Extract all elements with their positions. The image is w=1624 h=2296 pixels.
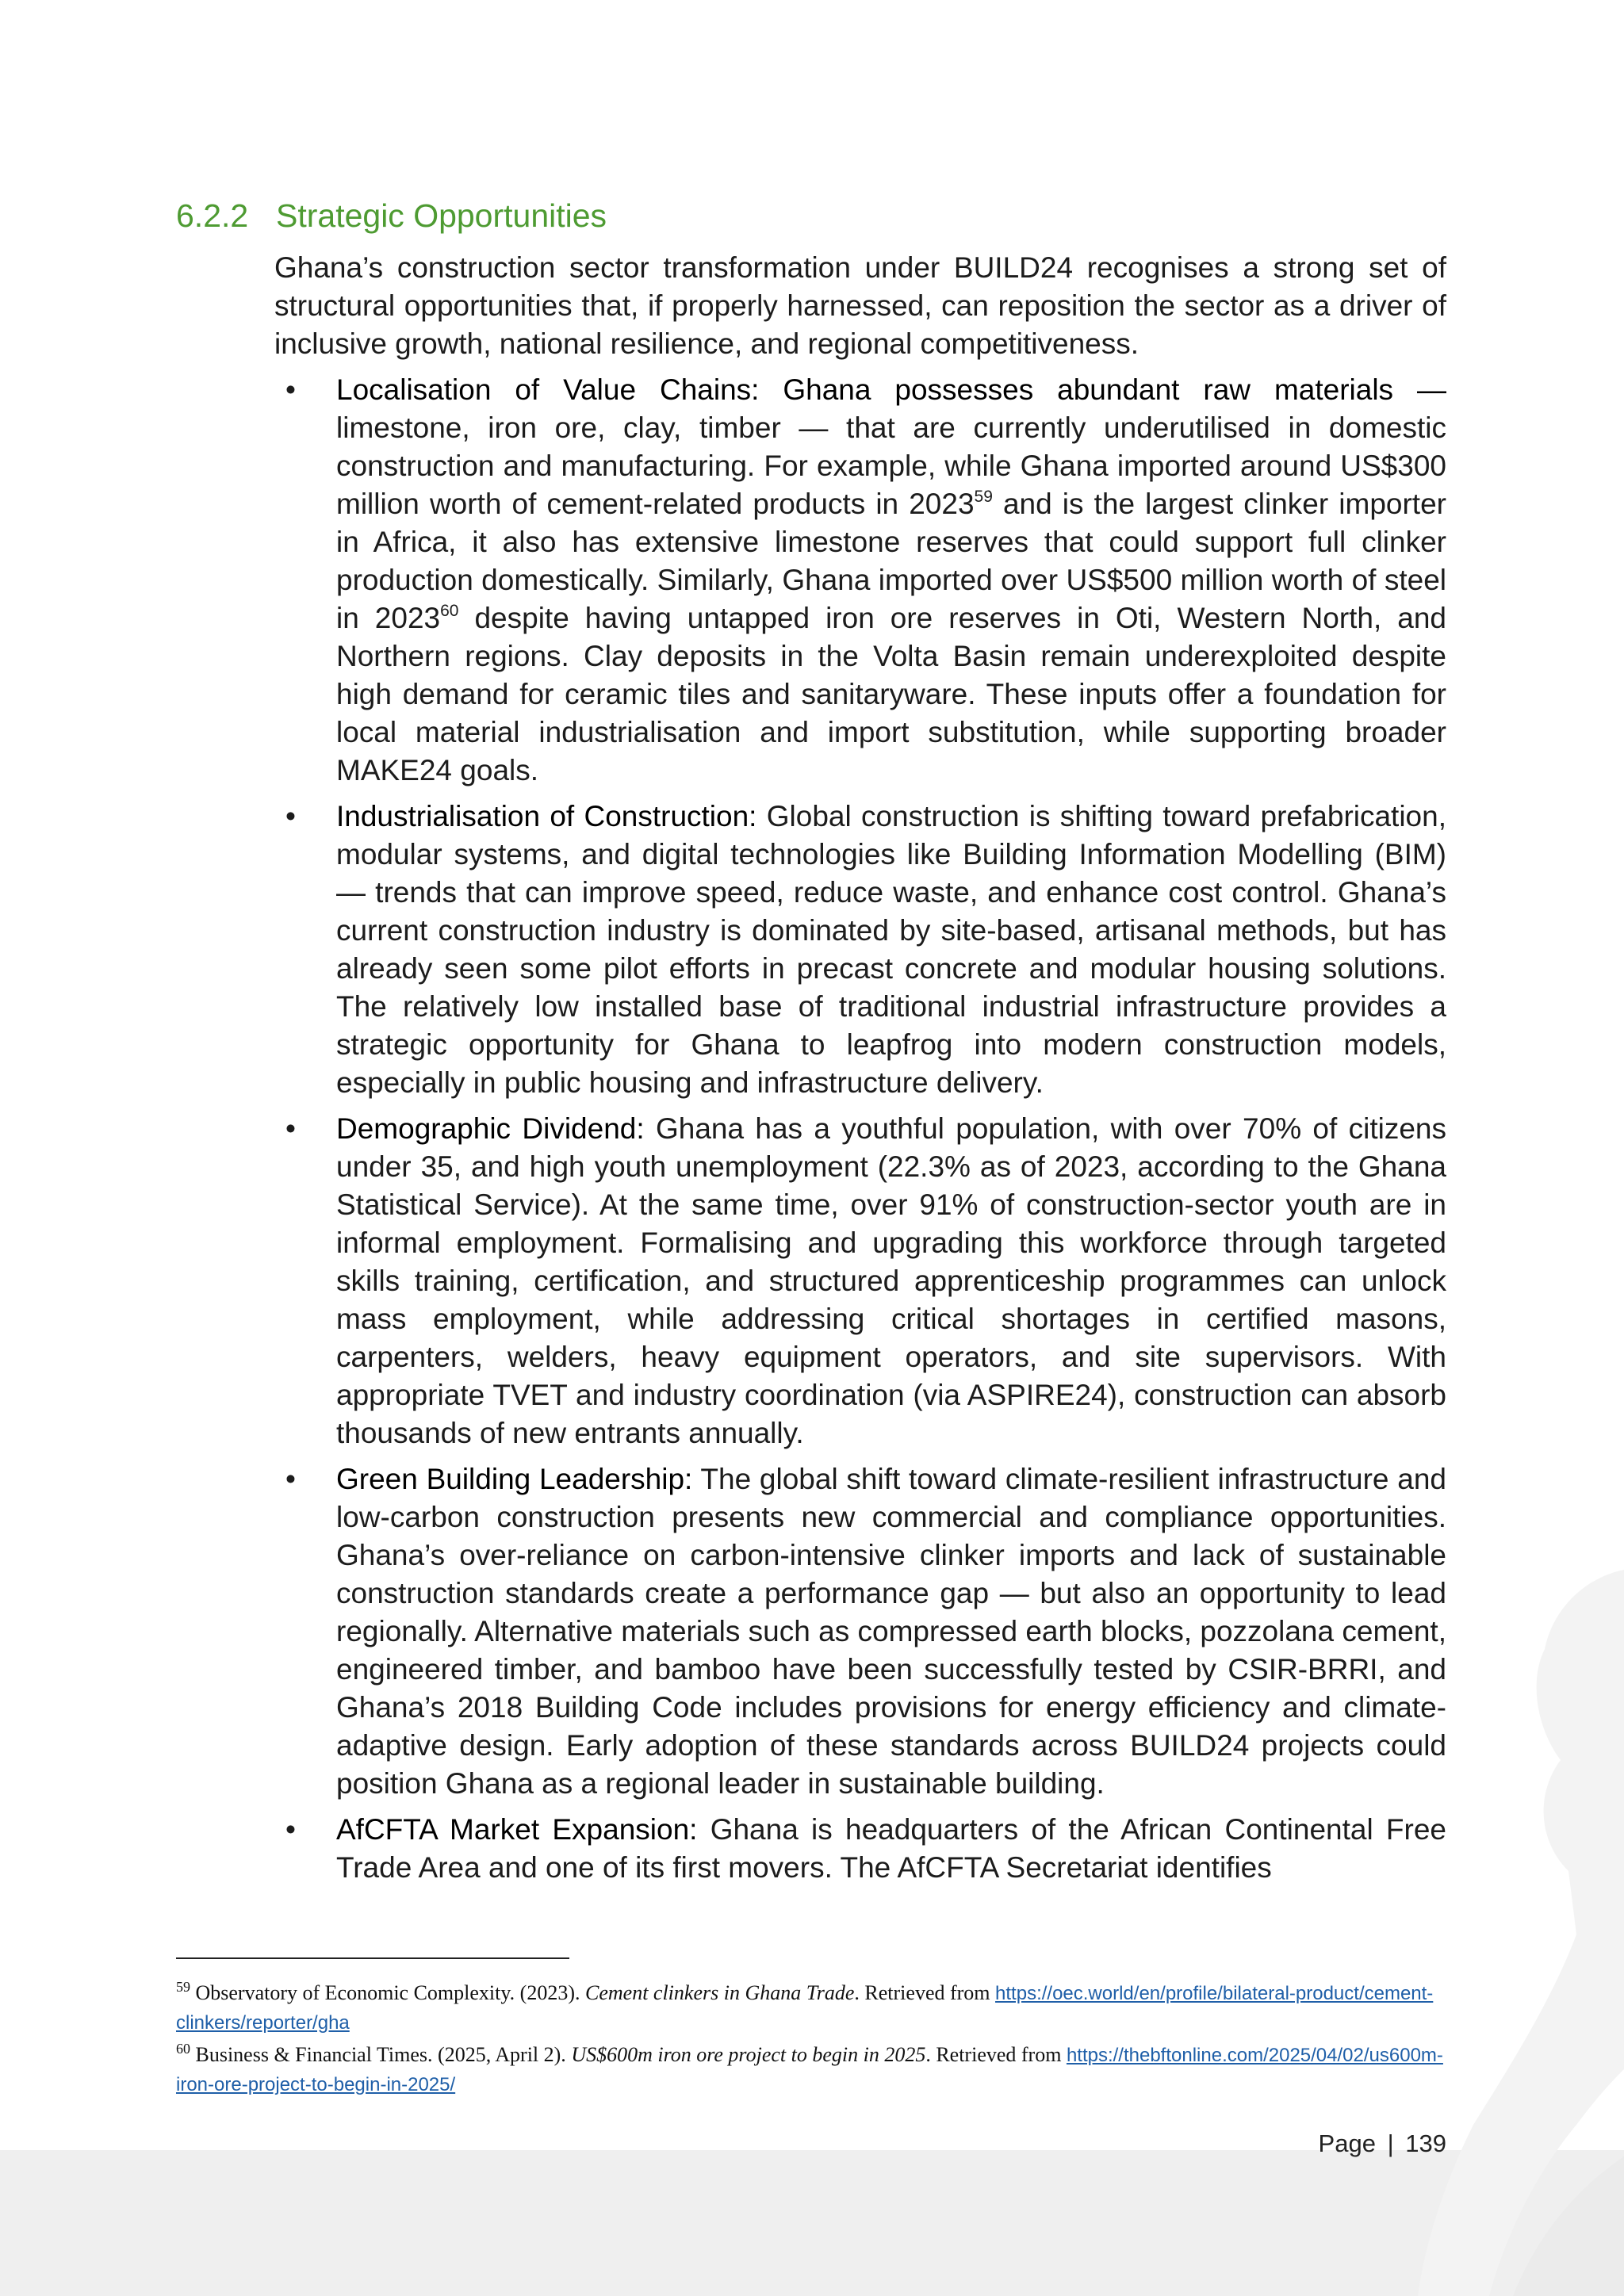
bullet-text: and is the largest clinker importer in Africa, it also has extensive limestone reserves that could support full clinker production domestically. Similarly, Ghana imported over US$500 million worth of steel in 2023 (336, 488, 1446, 634)
page-number (1319, 2128, 1446, 2160)
footnote-divider (176, 1957, 569, 1959)
footer-band (0, 2150, 1624, 2296)
bullet-icon: • (285, 1463, 296, 1495)
footnote (176, 2041, 1448, 2099)
bullet-text: The global shift toward climate-resilient infrastructure and low-carbon construction presents new commercial and compliance opportunities. Ghana’s over-reliance on carbon-intensive clinker imports and lack of sustainable construction standards create a performance gap — but also an opportunity to lead regionally. Alternative materials such as compressed earth blocks, pozzolana cement, engineered timber, and bamboo have been successfully tested by CSIR-BRRI, and Ghana’s 2018 Building Code includes provisions for energy efficiency and climate-adaptive design. Early adoption of these standards across BUILD24 projects could position Ghana as a regional leader in sustainable building. (336, 1463, 1446, 1800)
bullet-lead: Demographic Dividend: (336, 1112, 645, 1145)
footnotes (176, 1979, 1448, 2103)
opportunity-list (274, 371, 1446, 1887)
bullet-text: Ghana has a youthful population, with over 70% of citizens under 35, and high youth unemployment (22.3% as of 2023, according to the Ghana Statistical Service). At the same time, over 91% of construction-sector youth are in informal employment. Formalising and upgrading this workforce through targeted skills training, certification, and structured apprenticeship programmes can unlock mass employment, while addressing critical shortages in certified masons, carpenters, welders, heavy equipment operators, and site supervisors. With appropriate TVET and industry coordination (via ASPIRE24), construction can absorb thousands of new entrants annually. (336, 1112, 1446, 1449)
footnote-link[interactable]: https://thebftonline.com/2025/04/02/us600m-iron-ore-project-to-begin-in-2025/ (176, 2045, 1443, 2095)
list-item (274, 1110, 1446, 1452)
list-item (274, 1811, 1446, 1887)
page-value: 139 (1405, 2130, 1446, 2157)
bullet-text: limestone, iron ore, clay, timber — that are currently underutilised in domestic construction and manufacturing. For example, while Ghana imported around US$300 million worth of cement-related products in 2023 (336, 411, 1446, 520)
bullet-lead: Localisation of Value Chains: Ghana possesses abundant raw materials — (336, 373, 1446, 406)
footnote-number: 60 (176, 2041, 190, 2057)
footnote-retrieved: . Retrieved from (925, 2043, 1062, 2066)
section-body (274, 249, 1446, 1887)
footnote-source: Business & Financial Times. (2025, April 2). (195, 2043, 566, 2066)
list-item (274, 371, 1446, 790)
page-separator: | (1387, 2130, 1394, 2157)
bullet-text: despite having untapped iron ore reserves in Oti, Western North, and Northern regions. Clay deposits in the Volta Basin remain underexploited despite high demand for ceramic tiles and sanitaryware. These inputs offer a foundation for local material industrialisation and import substitution, while supporting broader MAKE24 goals. (336, 602, 1447, 786)
bullet-icon: • (285, 1813, 296, 1846)
footnote-number: 59 (176, 1979, 190, 1995)
bullet-lead: Green Building Leadership: (336, 1463, 693, 1495)
bullet-text: Global construction is shifting toward prefabrication, modular systems, and digital technologies like Building Information Modelling (BIM) — trends that can improve speed, reduce waste, and enhance cost control. Ghana’s current construction industry is dominated by site-based, artisanal methods, but has already seen some pilot efforts in precast concrete and modular housing solutions. The relatively low installed base of traditional industrial infrastructure provides a strategic opportunity for Ghana to leapfrog into modern construction models, especially in public housing and infrastructure delivery. (336, 800, 1446, 1099)
footnote-ref: 59 (974, 488, 993, 506)
bullet-icon: • (285, 800, 296, 832)
section-heading (176, 193, 607, 238)
bullet-icon: • (285, 373, 296, 406)
bullet-lead: AfCFTA Market Expansion: (336, 1813, 698, 1846)
section-number: 6.2.2 (176, 197, 249, 234)
footnote-title: Cement clinkers in Ghana Trade (585, 1981, 855, 2004)
footnote-title: US$600m iron ore project to begin in 2025 (571, 2043, 926, 2066)
footnote (176, 1979, 1448, 2038)
section-title: Strategic Opportunities (276, 197, 607, 234)
list-item (274, 798, 1446, 1102)
bullet-lead: Industrialisation of Construction: (336, 800, 757, 832)
footnote-retrieved: . Retrieved from (854, 1981, 990, 2004)
footnote-link[interactable]: https://oec.world/en/profile/bilateral-product/cement-clinkers/reporter/gha (176, 1983, 1434, 2034)
page-label: Page (1318, 2130, 1376, 2157)
tree-watermark-icon (1418, 1522, 1624, 2296)
footnote-source: Observatory of Economic Complexity. (2023). (195, 1981, 580, 2004)
bullet-text: Ghana is headquarters of the African Continental Free Trade Area and one of its first movers. The AfCFTA Secretariat identifies (336, 1813, 1447, 1884)
bullet-icon: • (285, 1112, 296, 1145)
footnote-ref: 60 (440, 602, 459, 620)
list-item (274, 1460, 1446, 1803)
intro-paragraph: Ghana’s construction sector transformation under BUILD24 recognises a strong set of structural opportunities that, if properly harnessed, can reposition the sector as a driver of inclusive growth, national resilience, and regional competitiveness. (274, 251, 1446, 360)
